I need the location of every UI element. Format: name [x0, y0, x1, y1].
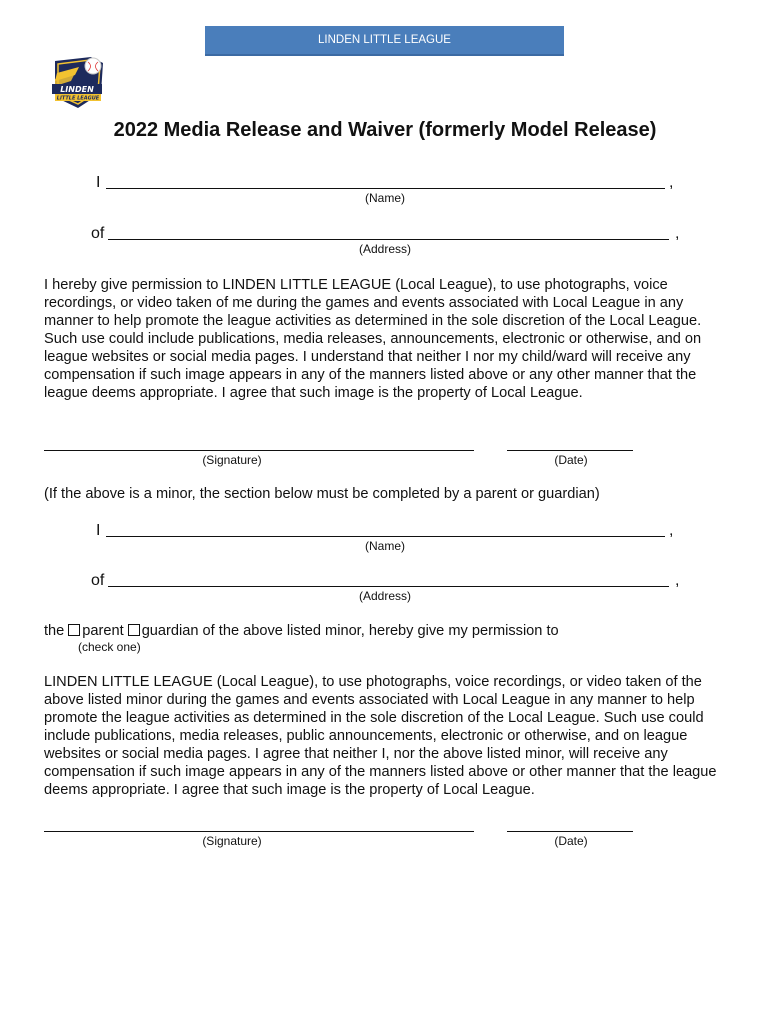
guardian-of-label: of: [91, 572, 105, 589]
guardian-name-caption: (Name): [364, 539, 405, 553]
parent-checkbox[interactable]: [68, 624, 80, 636]
minor-note: (If the above is a minor, the section below must be completed by a parent or guardian): [44, 486, 600, 502]
name-caption: (Name): [364, 191, 405, 205]
guardian-text: guardian of the above listed minor, hereby give my permission to: [141, 623, 559, 639]
signature-line[interactable]: [44, 450, 474, 451]
shield-logo-icon: [49, 53, 107, 111]
guardian-name-line[interactable]: [106, 536, 665, 537]
address-line[interactable]: [108, 239, 669, 240]
guardian-i-label: I: [96, 522, 101, 539]
guardian-signature-line[interactable]: [44, 831, 474, 832]
check-one-note: (check one): [78, 640, 141, 654]
signature-caption: (Signature): [202, 453, 262, 467]
name-line[interactable]: [106, 188, 665, 189]
guardian-address-comma: ,: [675, 572, 680, 589]
of-label: of: [91, 225, 105, 242]
name-comma: ,: [669, 174, 674, 191]
guardian-date-line[interactable]: [507, 831, 633, 832]
relationship-line: [44, 623, 559, 639]
guardian-signature-caption: (Signature): [202, 834, 262, 848]
guardian-permission-paragraph: LINDEN LITTLE LEAGUE (Local League), to use photographs, voice recordings, or video taken of the above listed minor during the games and events associated with Local League in any manner to help promote the league activities as determined in the sole discretion of the Local League. Such use could include publications, media releases, public announcements, electronic or otherwise, and on league websites or social media pages. I agree that neither I, nor the above listed minor, will receive any compensation if such image appears in any of the manners listed above or other manner that the league deems appropriate. I agree that such image is the property of Local League.: [44, 674, 717, 798]
parent-label: parent: [82, 623, 124, 639]
permission-paragraph: I hereby give permission to LINDEN LITTLE LEAGUE (Local League), to use photographs, voice recordings, or video taken of me during the games and events associated with Local League in any manner to help promote the league activities as determined in the sole discretion of the Local League. Such use could include publications, media releases, announcements, electronic or otherwise, and on league websites or social media pages. I understand that neither I nor my child/ward will receive any compensation if such image appears in any of the manners listed above or any other manner that the league deems appropriate. I agree that such image is the property of Local League.: [44, 277, 702, 401]
header-banner: LINDEN LITTLE LEAGUE: [205, 26, 564, 56]
date-caption: (Date): [554, 453, 588, 467]
address-caption: (Address): [358, 242, 411, 256]
logo-text-bottom: LITTLE LEAGUE: [56, 95, 100, 102]
the-label: the: [44, 623, 65, 639]
guardian-address-line[interactable]: [108, 586, 669, 587]
guardian-name-comma: ,: [669, 522, 674, 539]
guardian-address-caption: (Address): [358, 589, 411, 603]
address-comma: ,: [675, 225, 680, 242]
logo-text-top: LINDEN: [60, 85, 94, 94]
page-title: 2022 Media Release and Waiver (formerly Model Release): [113, 119, 657, 141]
date-line[interactable]: [507, 450, 633, 451]
league-logo: [49, 53, 107, 111]
i-label: I: [96, 174, 101, 191]
guardian-checkbox[interactable]: [128, 624, 140, 636]
guardian-date-caption: (Date): [554, 834, 588, 848]
